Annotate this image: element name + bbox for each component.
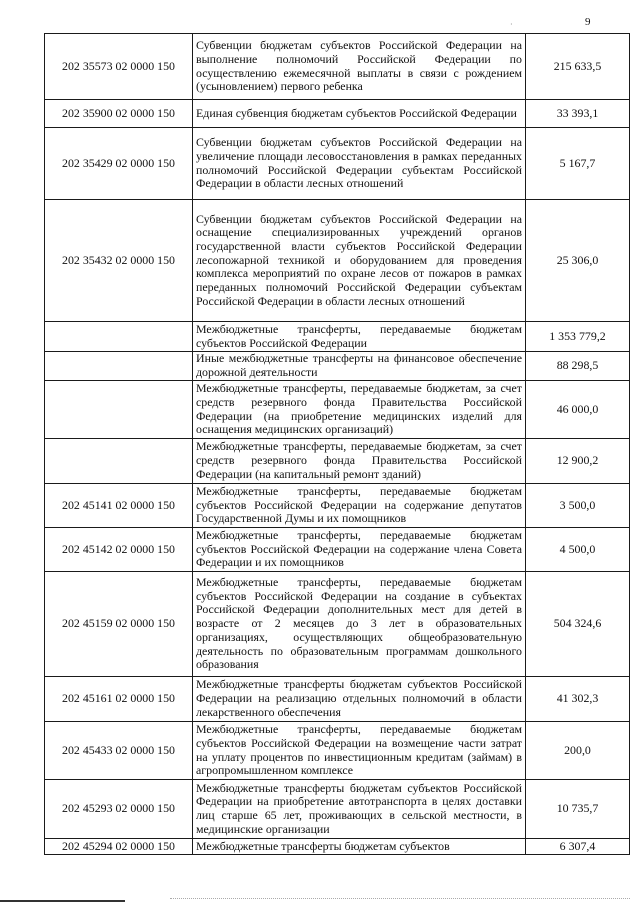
scan-edge-line — [0, 900, 125, 902]
amount-value: 10 735,7 — [526, 780, 630, 839]
budget-code — [45, 381, 193, 439]
budget-code: 202 45294 02 0000 150 — [45, 839, 193, 855]
amount-value: 33 393,1 — [526, 100, 630, 128]
amount-value: 504 324,6 — [526, 572, 630, 677]
amount-value: 25 306,0 — [526, 200, 630, 322]
row-description: Межбюджетные трансферты, передаваемые бюджетам субъектов Российской Федерации на возмещение части затрат на уплату процентов по инвестиционным кредитам (займам) в агропромышленном комплексе — [193, 722, 526, 780]
table-row — [45, 677, 630, 722]
table-row — [45, 200, 630, 322]
row-description: Межбюджетные трансферты бюджетам субъектов Российской Федерации на приобретение автотранспорта в целях доставки лиц старше 65 лет, проживающих в сельской местности, в медицинские организации — [193, 780, 526, 839]
budget-code: 202 45159 02 0000 150 — [45, 572, 193, 677]
budget-code: 202 45142 02 0000 150 — [45, 528, 193, 572]
amount-value: 12 900,2 — [526, 439, 630, 484]
table-row — [45, 34, 630, 100]
amount-value: 215 633,5 — [526, 34, 630, 100]
budget-code: 202 35432 02 0000 150 — [45, 200, 193, 322]
table-row — [45, 128, 630, 200]
table-row — [45, 381, 630, 439]
table-row — [45, 780, 630, 839]
budget-code: 202 45433 02 0000 150 — [45, 722, 193, 780]
table-row — [45, 439, 630, 484]
budget-code: 202 35900 02 0000 150 — [45, 100, 193, 128]
row-description: Межбюджетные трансферты, передаваемые бюджетам субъектов Российской Федерации на создание в субъектах Российской Федерации дополнительных мест для детей в возрасте от 2 месяцев до 3 лет в образовательных организациях, осуществляющих общеобразовательную деятельность по образовательным программам дошкольного образования — [193, 572, 526, 677]
row-description: Субвенции бюджетам субъектов Российской Федерации на выполнение полномочий Российской Федерации по осуществлению ежемесячной выплаты в связи с рождением (усыновлением) первого ребенка — [193, 34, 526, 100]
amount-value: 3 500,0 — [526, 484, 630, 528]
table-row — [45, 722, 630, 780]
amount-value: 46 000,0 — [526, 381, 630, 439]
budget-code: 202 45141 02 0000 150 — [45, 484, 193, 528]
row-description: Межбюджетные трансферты, передаваемые бюджетам, за счет средств резервного фонда Правительства Российской Федерации (на приобретение медицинских изделий для оснащения медицинских организаций) — [193, 381, 526, 439]
table-row — [45, 484, 630, 528]
table-row — [45, 352, 630, 381]
budget-code: 202 45161 02 0000 150 — [45, 677, 193, 722]
table-row — [45, 572, 630, 677]
amount-value: 41 302,3 — [526, 677, 630, 722]
row-description: Межбюджетные трансферты, передаваемые бюджетам субъектов Российской Федерации на содержание члена Совета Федерации и их помощников — [193, 528, 526, 572]
budget-code: 202 45293 02 0000 150 — [45, 780, 193, 839]
amount-value: 5 167,7 — [526, 128, 630, 200]
scan-mark: · — [510, 20, 513, 29]
amount-value: 4 500,0 — [526, 528, 630, 572]
budget-table — [44, 33, 630, 855]
budget-code — [45, 322, 193, 352]
amount-value: 6 307,4 — [526, 839, 630, 855]
row-description: Субвенции бюджетам субъектов Российской Федерации на увеличение площади лесовосстановления в рамках переданных полномочий Российской Федерации субъектам Российской Федерации в области лесных отношений — [193, 128, 526, 200]
table-row — [45, 100, 630, 128]
budget-code — [45, 352, 193, 381]
row-description: Межбюджетные трансферты бюджетам субъектов — [193, 839, 526, 855]
row-description: Межбюджетные трансферты бюджетам субъектов Российской Федерации на реализацию отдельных полномочий в области лекарственного обеспечения — [193, 677, 526, 722]
scan-edge-noise — [170, 898, 630, 899]
amount-value: 200,0 — [526, 722, 630, 780]
amount-value: 1 353 779,2 — [526, 322, 630, 352]
row-description: Субвенции бюджетам субъектов Российской Федерации на оснащение специализированных учреждений органов государственной власти субъектов Российской Федерации лесопожарной техникой и оборудованием для проведения комплекса мероприятий по охране лесов от пожаров в рамках переданных полномочий Российской Федерации субъектам Российской Федерации в области лесных отношений — [193, 200, 526, 322]
page-number: 9 — [585, 16, 591, 28]
row-description: Межбюджетные трансферты, передаваемые бюджетам субъектов Российской Федерации — [193, 322, 526, 352]
budget-code: 202 35573 02 0000 150 — [45, 34, 193, 100]
table-row — [45, 839, 630, 855]
budget-code: 202 35429 02 0000 150 — [45, 128, 193, 200]
table-row — [45, 322, 630, 352]
budget-code — [45, 439, 193, 484]
row-description: Межбюджетные трансферты, передаваемые бюджетам субъектов Российской Федерации на содержание депутатов Государственной Думы и их помощников — [193, 484, 526, 528]
table-row — [45, 528, 630, 572]
row-description: Иные межбюджетные трансферты на финансовое обеспечение дорожной деятельности — [193, 352, 526, 381]
row-description: Межбюджетные трансферты, передаваемые бюджетам, за счет средств резервного фонда Правительства Российской Федерации (на капитальный ремонт зданий) — [193, 439, 526, 484]
amount-value: 88 298,5 — [526, 352, 630, 381]
row-description: Единая субвенция бюджетам субъектов Российской Федерации — [193, 100, 526, 128]
